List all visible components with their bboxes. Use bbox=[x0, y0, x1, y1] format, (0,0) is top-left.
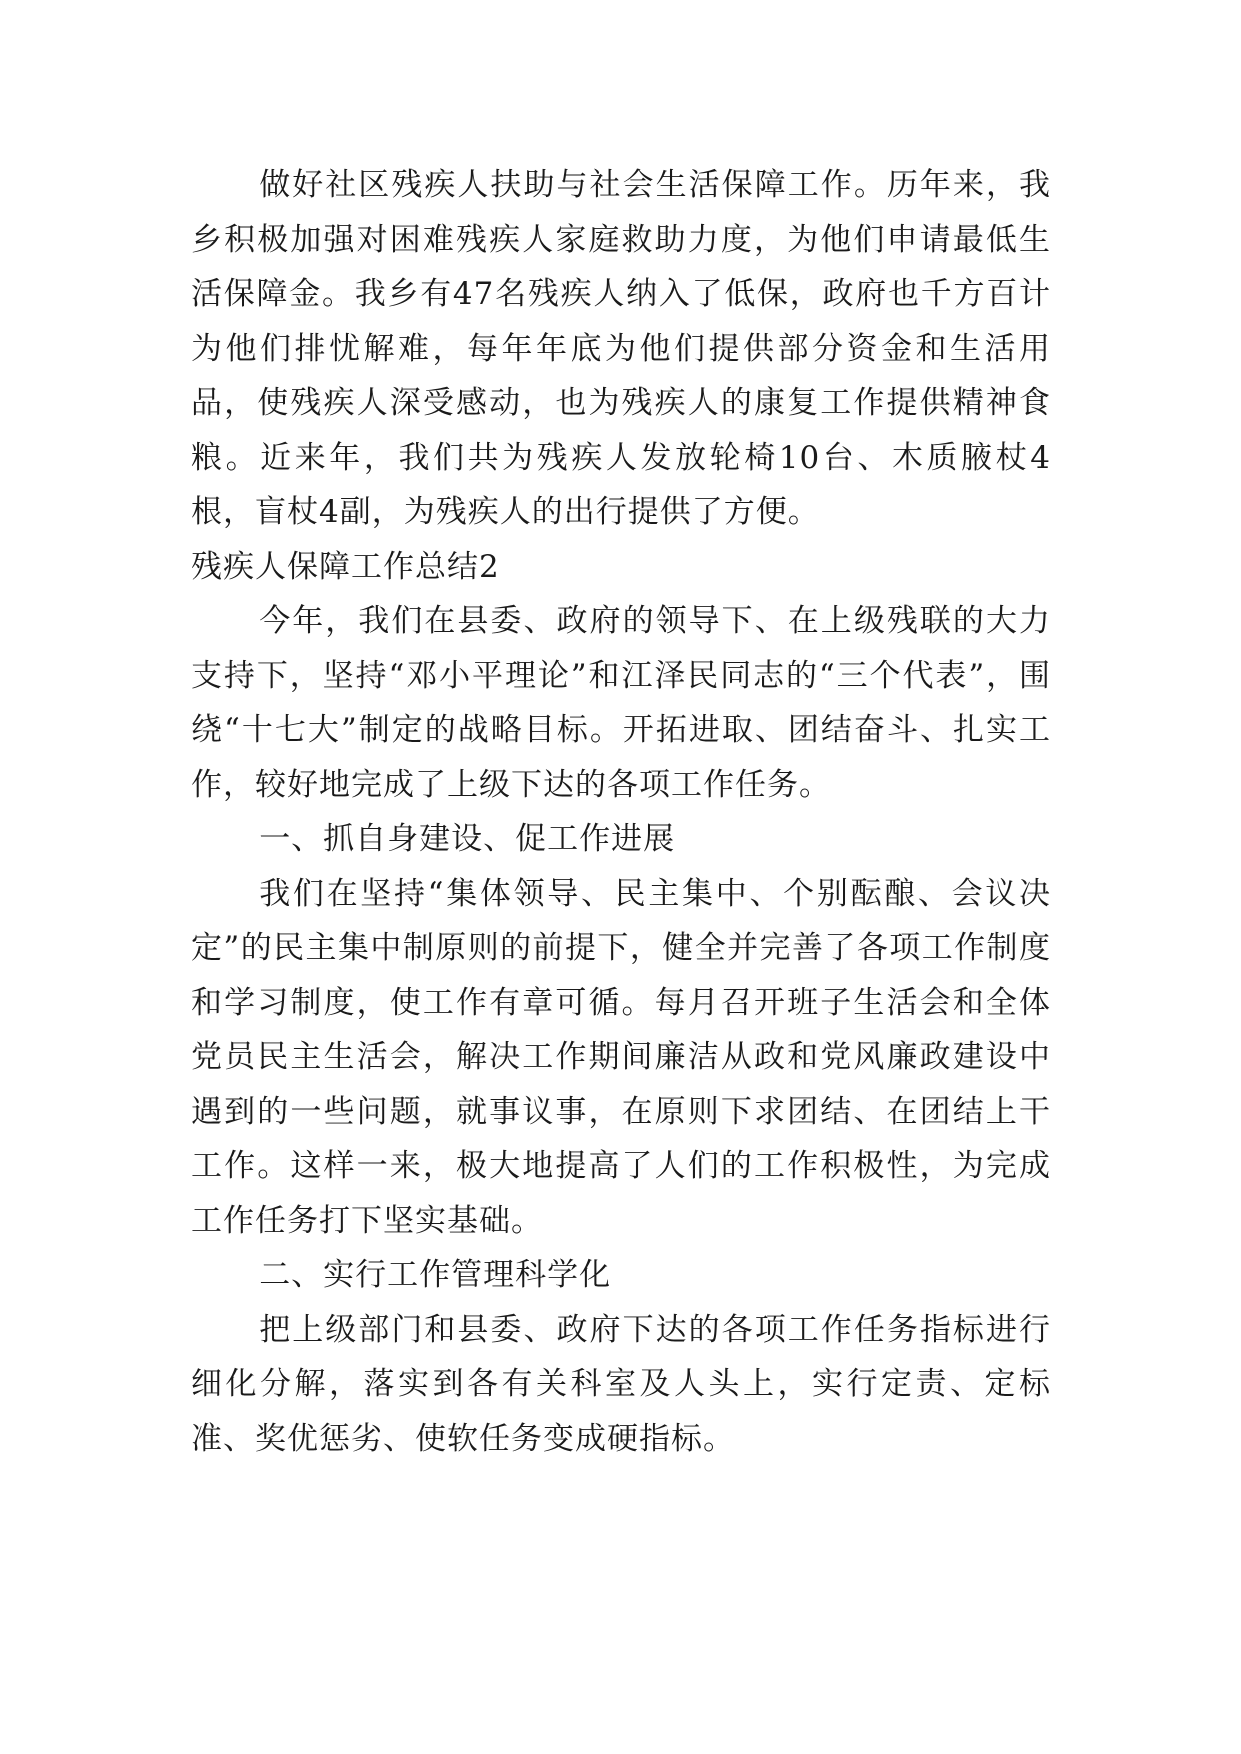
paragraph-scientific-management: 把上级部门和县委、政府下达的各项工作任务指标进行细化分解，落实到各有关科室及人头上，实行定责、定标准、奖优惩劣、使软任务变成硬指标。 bbox=[191, 1311, 1051, 1457]
paragraph-intro: 今年，我们在县委、政府的领导下、在上级残联的大力支持下，坚持“邓小平理论”和江泽民同志的“三个代表”，围绕“十七大”制定的战略目标。开拓进取、团结奋斗、扎实工作，较好地完成了上级下达的各项工作任务。 bbox=[191, 603, 1051, 803]
document-body bbox=[191, 158, 1051, 1466]
paragraph-community-support: 做好社区残疾人扶助与社会生活保障工作。历年来，我乡积极加强对困难残疾人家庭救助力度，为他们申请最低生活保障金。我乡有47名残疾人纳入了低保，政府也千方百计为他们排忧解难，每年年底为他们提供部分资金和生活用品，使残疾人深受感动，也为残疾人的康复工作提供精神食粮。近来年，我们共为残疾人发放轮椅10台、木质腋杖4根，盲杖4副，为残疾人的出行提供了方便。 bbox=[191, 167, 1051, 530]
subheading-scientific-management: 二、实行工作管理科学化 bbox=[259, 1257, 612, 1293]
paragraph-self-building: 我们在坚持“集体领导、民主集中、个别酝酿、会议决定”的民主集中制原则的前提下，健全并完善了各项工作制度和学习制度，使工作有章可循。每月召开班子生活会和全体党员民主生活会，解决工作期间廉洁从政和党风廉政建设中遇到的一些问题，就事议事，在原则下求团结、在团结上干工作。这样一来，极大地提高了人们的工作积极性，为完成工作任务打下坚实基础。 bbox=[191, 875, 1051, 1239]
section-title: 残疾人保障工作总结2 bbox=[191, 548, 500, 585]
subheading-self-building: 一、抓自身建设、促工作进展 bbox=[259, 821, 676, 857]
